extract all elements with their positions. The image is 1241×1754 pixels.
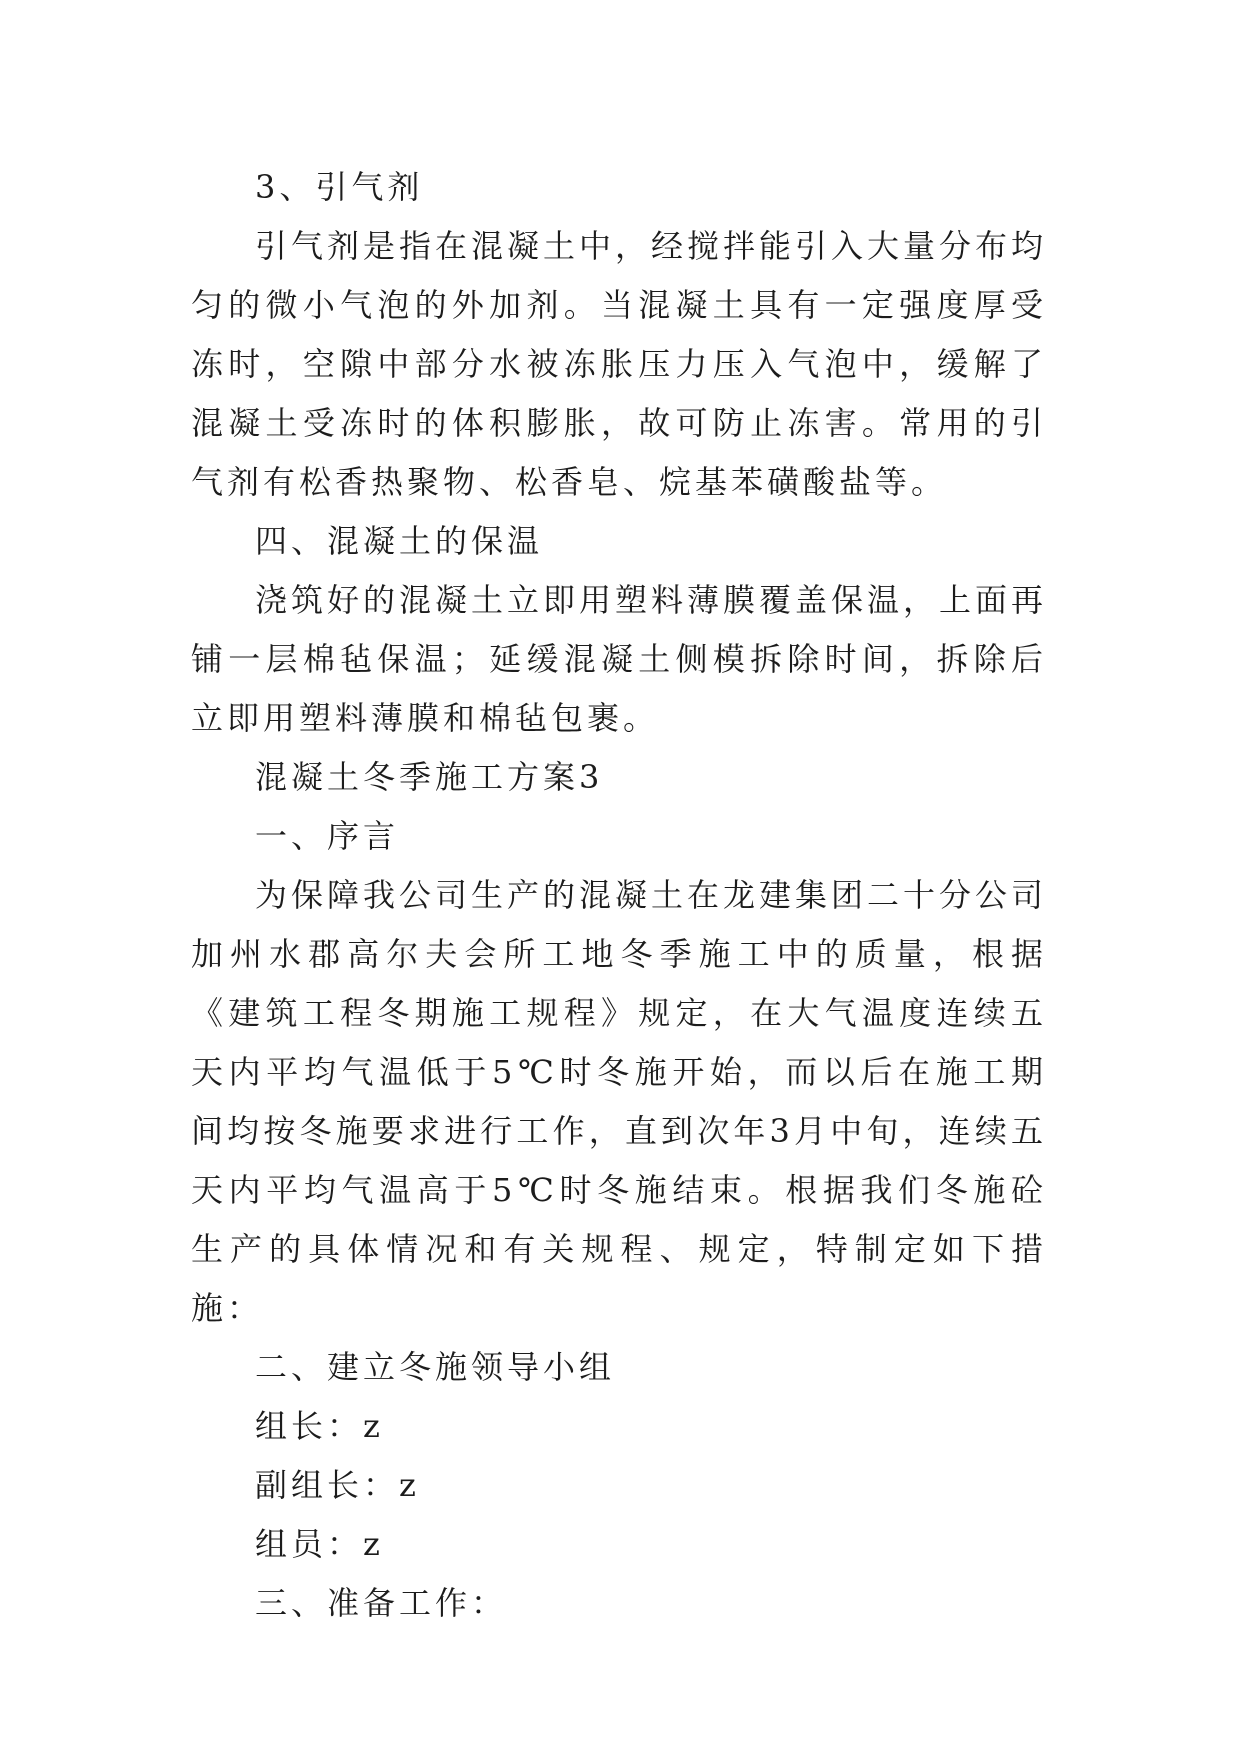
- section-heading-air-entraining-agent: 3、引气剂: [255, 168, 424, 206]
- document-title: 混凝土冬季施工方案3: [255, 758, 604, 796]
- section-heading-preface: 一、序言: [255, 817, 400, 855]
- paragraph-air-entraining-agent: 引气剂是指在混凝土中，经搅拌能引入大量分布均匀的微小气泡的外加剂。当混凝土具有一定强度厚受冻时，空隙中部分水被冻胀压力压入气泡中，缓解了混凝土受冻时的体积膨胀，故可防止冻害。常用的引气剂有松香热聚物、松香皂、烷基苯磺酸盐等。: [191, 227, 1048, 501]
- list-item-deputy-leader: 副组长：z: [255, 1466, 420, 1504]
- document-body: [191, 158, 1047, 1633]
- section-heading-insulation: 四、混凝土的保温: [255, 522, 544, 560]
- list-item-group-leader: 组长：z: [255, 1407, 384, 1445]
- list-item-group-members: 组员：z: [255, 1525, 384, 1563]
- section-heading-preparation: 三、准备工作：: [255, 1584, 508, 1622]
- section-heading-leadership-group: 二、建立冬施领导小组: [255, 1348, 616, 1386]
- paragraph-preface: 为保障我公司生产的混凝土在龙建集团二十分公司加州水郡高尔夫会所工地冬季施工中的质量，根据《建筑工程冬期施工规程》规定，在大气温度连续五天内平均气温低于5℃时冬施开始，而以后在施工期间均按冬施要求进行工作，直到次年3月中旬，连续五天内平均气温高于5℃时冬施结束。根据我们冬施砼生产的具体情况和有关规程、规定，特制定如下措施：: [191, 876, 1048, 1327]
- paragraph-insulation: 浇筑好的混凝土立即用塑料薄膜覆盖保温，上面再铺一层棉毡保温；延缓混凝土侧模拆除时间，拆除后立即用塑料薄膜和棉毡包裹。: [191, 581, 1048, 737]
